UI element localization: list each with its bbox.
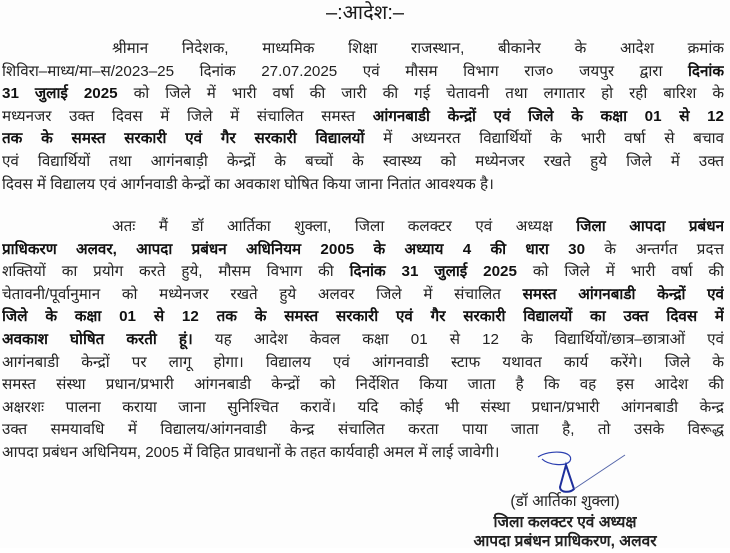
text: के अन्तर्गत प्रदत्त bbox=[585, 240, 724, 258]
text: समस्त संस्था प्रधान/प्रभारी आंगनबाडी केन्द्रों को निर्देशित किया जाता है कि वह इस आदेश की bbox=[2, 376, 724, 394]
text: एवं विद्यार्थियों तथा आगंनबाड़ी केन्द्रों के बच्चों के स्वास्थ्य को मध्येनजर रखते हुये जिले में उक्त bbox=[2, 152, 724, 170]
paragraph-line bbox=[2, 151, 724, 174]
paragraph-line bbox=[2, 61, 724, 84]
signatory-name: (डॉ आर्तिका शुक्ला) bbox=[510, 493, 620, 510]
paragraph-1 bbox=[2, 38, 724, 196]
bold-text: जिला आपदा प्रबंधन bbox=[576, 218, 724, 235]
text: को जिले में भारी वर्षा की bbox=[516, 263, 724, 281]
paragraph-line bbox=[2, 174, 724, 197]
paragraph-line bbox=[2, 216, 724, 239]
text: अक्षरशः पालना कराया जाना सुनिश्चित करावें। यदि कोई भी संस्था प्रधान/प्रभारी आंगनबाडी केन्द्र bbox=[2, 398, 724, 416]
text: अतः मैं डॉ आर्तिका शुक्ला, जिला कलक्टर एवं अध्यक्ष bbox=[112, 218, 577, 235]
text: चेतावनी/पूर्वानुमान को मध्येनजर रखते हुये अलवर जिले में संचालित bbox=[2, 285, 523, 303]
bold-text: तक के समस्त सरकारी एवं गैर सरकारी विद्यालयों bbox=[2, 130, 365, 148]
bold-text: 31 जुलाई 2025 bbox=[2, 85, 118, 103]
paragraph-line bbox=[2, 106, 724, 129]
text: श्रीमान निदेशक, माध्यमिक शिक्षा राजस्थान, बीकानेर के आदेश क्रमांक bbox=[112, 40, 724, 57]
paragraph-line bbox=[2, 83, 724, 106]
text: उक्त समयावधि में विद्यालय/आंगनवाडी केन्द्र संचालित करता पाया जाता है, तो उसके विरूद्ध bbox=[2, 421, 724, 439]
paragraph-line bbox=[2, 374, 724, 397]
text: दिवस में विद्यालय एवं आर्गनवाडी केन्द्रों का अवकाश घोषित किया जाना नितांत आवश्यक है। bbox=[2, 175, 494, 193]
signatory-authority: आपदा प्रबंधन प्राधिकरण, अलवर bbox=[473, 533, 657, 550]
paragraph-line bbox=[2, 128, 724, 151]
paragraph-line bbox=[2, 419, 724, 442]
order-title: –:आदेश:– bbox=[325, 2, 405, 24]
bold-text: दिनांक 31 जुलाई 2025 bbox=[349, 263, 517, 281]
paragraph-line bbox=[2, 38, 724, 61]
text: शिविरा–माध्य/मा–स/2023–25 दिनांक 27.07.2025 एवं मौसम विभाग राज० जयपुर द्वारा bbox=[2, 62, 688, 80]
text: में अध्यनरत विद्यार्थियों के भारी वर्षा से बचाव bbox=[364, 130, 724, 148]
text: आगंनबाडी केन्द्रों पर लागू होगा। विद्यालय एवं आंगनवाडी स्टाफ यथावत कार्य करेंगे। जिले के bbox=[2, 353, 724, 371]
bold-text: प्राधिकरण अलवर, आपदा प्रबंधन अधिनियम 2005 के अध्याय 4 की धारा 30 bbox=[2, 240, 586, 258]
text: शक्तियों का प्रयोग करते हुये, मौसम विभाग की bbox=[2, 263, 350, 281]
bold-text: दिनांक bbox=[687, 62, 724, 80]
paragraph-2 bbox=[2, 216, 724, 465]
paragraph-line bbox=[2, 329, 724, 352]
paragraph-line bbox=[2, 306, 724, 329]
text: मध्यनजर उक्त दिवस में जिले में संचालित समस्त bbox=[2, 107, 373, 125]
signatory-designation: जिला कलक्टर एवं अध्यक्ष bbox=[493, 514, 637, 531]
bold-text: समस्त आंगनबाडी केन्द्रों एवं bbox=[522, 285, 724, 303]
paragraph-line bbox=[2, 284, 724, 307]
bold-text: आंगनबाडी केन्द्रों एवं जिले के कक्षा 01 से 12 bbox=[372, 107, 724, 125]
text: को जिले में भारी वर्षा की जारी की गई चेतावनी तथा लगातार हो रही बारिश के bbox=[117, 85, 724, 103]
text: यह आदेश केवल कक्षा 01 से 12 के विद्यार्थियों/छात्र–छात्राओं एवं bbox=[192, 330, 724, 348]
bold-text: अवकाश घोषित करती हूं। bbox=[2, 330, 193, 348]
paragraph-line bbox=[2, 261, 724, 284]
bold-text: जिले के कक्षा 01 से 12 तक के समस्त सरकारी एवं गैर सरकारी विद्यालयों का उक्त दिवस में bbox=[2, 308, 724, 326]
paragraph-line bbox=[2, 397, 724, 420]
paragraph-line bbox=[2, 239, 724, 262]
paragraph-line bbox=[2, 352, 724, 375]
text: आपदा प्रबंधन अधिनियम, 2005 में विहित प्रावधानों के तहत कार्यवाही अमल में लाई जावेगी। bbox=[2, 443, 500, 461]
